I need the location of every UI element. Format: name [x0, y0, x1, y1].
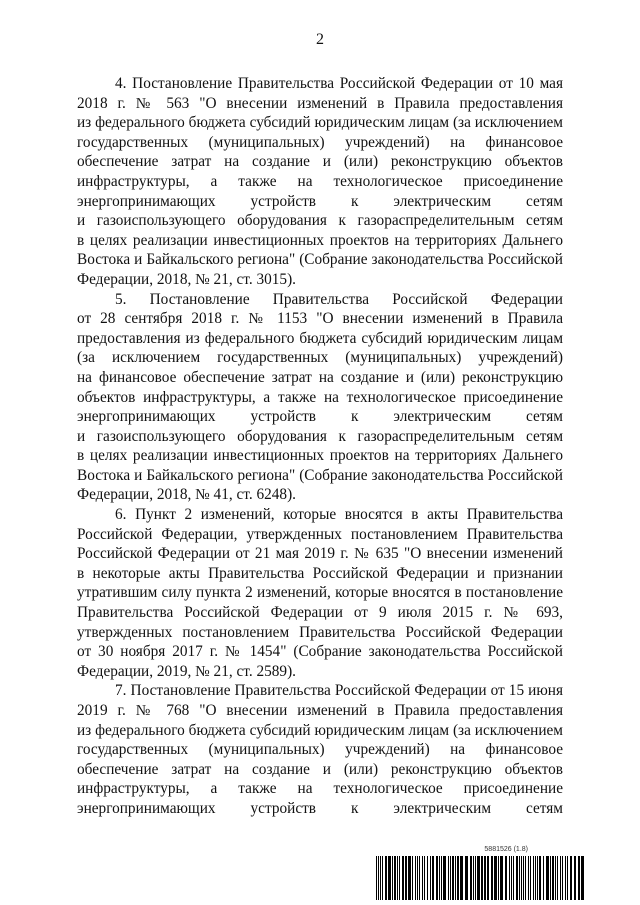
paragraph-line: (за исключением государственных (муниципальных) учреждений)	[77, 349, 563, 367]
paragraph-line: и газоиспользующего оборудования к газораспределительным сетям	[77, 212, 563, 230]
paragraph-line: энергопринимающих устройств к электрическим сетям	[77, 408, 563, 426]
paragraph-line: государственных (муниципальных) учреждений) на финансовое	[77, 741, 563, 759]
paragraph-line: 2018 г. № 563 "О внесении изменений в Правила предоставления	[77, 94, 563, 112]
paragraph-line: в целях реализации инвестиционных проектов на территориях Дальнего	[77, 231, 563, 249]
paragraph-item-4	[77, 74, 563, 290]
paragraph-line: от 28 сентября 2018 г. № 1153 "О внесении изменений в Правила	[77, 310, 563, 328]
paragraph-line: Российской Федерации, утвержденных постановлением Правительства	[77, 525, 563, 543]
paragraph-line: государственных (муниципальных) учреждений) на финансовое	[77, 133, 563, 151]
paragraph-item-6	[77, 505, 563, 681]
paragraph-line: из федерального бюджета субсидий юридическим лицам (за исключением	[77, 114, 563, 132]
paragraph-line: в целях реализации инвестиционных проектов на территориях Дальнего	[77, 447, 563, 465]
paragraph-line: из федерального бюджета субсидий юридическим лицам (за исключением	[77, 721, 563, 739]
barcode-code: 5881526 (1.8)	[484, 846, 528, 853]
paragraph-line: Востока и Байкальского региона" (Собрание законодательства Российской	[77, 251, 563, 269]
barcode-block	[376, 846, 586, 900]
paragraph-line: на финансовое обеспечение затрат на создание и (или) реконструкцию	[77, 368, 563, 386]
paragraph-line: энергопринимающих устройств к электрическим сетям	[77, 799, 563, 817]
paragraph-line: 5. Постановление Правительства Российской Федерации	[115, 290, 563, 308]
paragraph-item-7	[77, 681, 563, 818]
document-body	[77, 74, 563, 819]
paragraph-line: объектов инфраструктуры, а также на технологическое присоединение	[77, 388, 563, 406]
barcode-icon	[376, 856, 586, 900]
paragraph-line: утратившим силу пункта 2 изменений, которые вносятся в постановление	[77, 584, 563, 602]
paragraph-line: в некоторые акты Правительства Российской Федерации и признании	[77, 564, 563, 582]
paragraph-line: и газоиспользующего оборудования к газораспределительным сетям	[77, 427, 563, 445]
paragraph-line: 4. Постановление Правительства Российской Федерации от 10 мая	[115, 75, 563, 92]
paragraph-line: инфраструктуры, а также на технологическое присоединение	[77, 172, 563, 190]
paragraph-item-5	[77, 290, 563, 506]
paragraph-line: 6. Пункт 2 изменений, которые вносятся в акты Правительства	[115, 506, 563, 524]
paragraph-line: энергопринимающих устройств к электрическим сетям	[77, 192, 563, 210]
paragraph-line: Федерации, 2018, № 41, ст. 6248).	[77, 486, 296, 504]
paragraph-line: от 30 ноября 2017 г. № 1454" (Собрание законодательства Российской	[77, 643, 563, 661]
paragraph-line: 7. Постановление Правительства Российской Федерации от 15 июня	[115, 682, 563, 700]
paragraph-line: инфраструктуры, а также на технологическое присоединение	[77, 780, 563, 798]
paragraph-line: 2019 г. № 768 "О внесении изменений в Правила предоставления	[77, 702, 563, 719]
paragraph-line: предоставления из федерального бюджета субсидий юридическим лицам	[77, 329, 563, 347]
paragraph-line: Федерации, 2018, № 21, ст. 3015).	[77, 270, 296, 288]
paragraph-line: обеспечение затрат на создание и (или) реконструкцию объектов	[77, 153, 563, 171]
paragraph-line: утвержденных постановлением Правительства Российской Федерации	[77, 623, 563, 641]
paragraph-line: Российской Федерации от 21 мая 2019 г. № 635 "О внесении изменений	[77, 545, 563, 563]
paragraph-line: обеспечение затрат на создание и (или) реконструкцию объектов	[77, 760, 563, 778]
paragraph-line: Востока и Байкальского региона" (Собрание законодательства Российской	[77, 466, 563, 484]
paragraph-line: Федерации, 2019, № 21, ст. 2589).	[77, 662, 296, 680]
page-number: 2	[316, 31, 324, 48]
paragraph-line: Правительства Российской Федерации от 9 июля 2015 г. № 693,	[77, 604, 563, 622]
